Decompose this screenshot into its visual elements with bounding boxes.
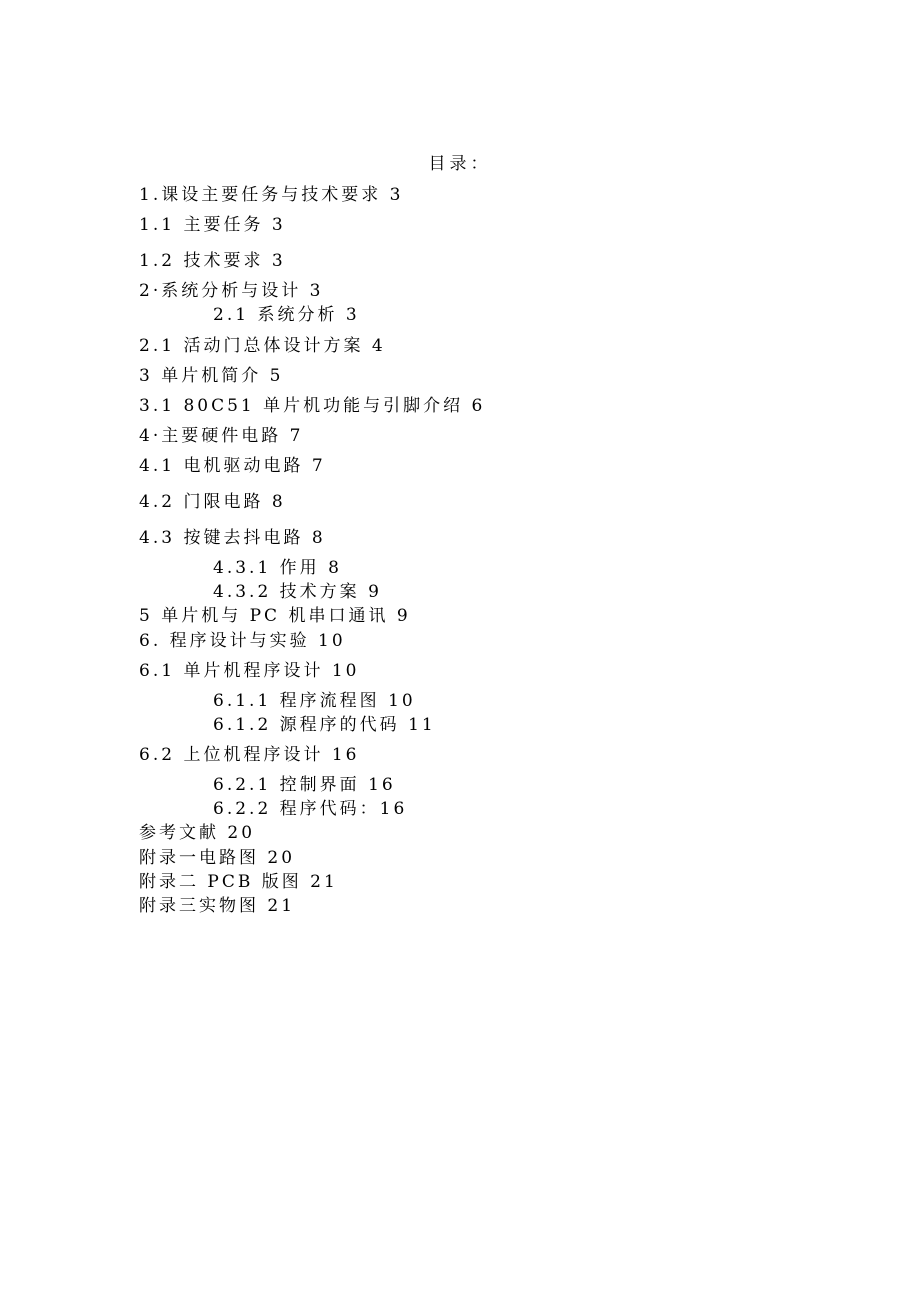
- toc-entry-4-2[interactable]: 4.2 门限电路 8: [139, 492, 286, 512]
- toc-entry-6-2[interactable]: 6.2 上位机程序设计 16: [139, 745, 360, 765]
- toc-entry-3[interactable]: 3 单片机简介 5: [139, 366, 284, 386]
- toc-entry-4[interactable]: 4·主要硬件电路 7: [139, 426, 304, 446]
- toc-entry-4-1[interactable]: 4.1 电机驱动电路 7: [139, 456, 326, 476]
- toc-entry-4-3[interactable]: 4.3 按键去抖电路 8: [139, 528, 326, 548]
- toc-entry-1-2[interactable]: 1.2 技术要求 3: [139, 251, 286, 271]
- toc-entry-references[interactable]: 参考文献 20: [139, 823, 256, 843]
- toc-entry-4-3-1[interactable]: 4.3.1 作用 8: [213, 558, 342, 578]
- toc-entry-2-1-analysis[interactable]: 2.1 系统分析 3: [213, 305, 360, 325]
- toc-title: 目录：: [428, 154, 492, 174]
- toc-entry-appendix-1[interactable]: 附录一电路图 20: [139, 848, 296, 868]
- toc-entry-1-1[interactable]: 1.1 主要任务 3: [139, 215, 286, 235]
- toc-entry-5[interactable]: 5 单片机与 PC 机串口通讯 9: [139, 606, 411, 626]
- toc-entry-6-2-1[interactable]: 6.2.1 控制界面 16: [213, 775, 396, 795]
- toc-entry-4-3-2[interactable]: 4.3.2 技术方案 9: [213, 582, 382, 602]
- toc-entry-6-1[interactable]: 6.1 单片机程序设计 10: [139, 661, 360, 681]
- toc-entry-appendix-3[interactable]: 附录三实物图 21: [139, 896, 296, 916]
- toc-entry-1[interactable]: 1.课设主要任务与技术要求 3: [139, 185, 404, 205]
- toc-entry-6[interactable]: 6. 程序设计与实验 10: [139, 631, 346, 651]
- toc-entry-3-1[interactable]: 3.1 80C51 单片机功能与引脚介绍 6: [139, 396, 486, 416]
- toc-entry-2[interactable]: 2·系统分析与设计 3: [139, 281, 324, 301]
- toc-entry-appendix-2[interactable]: 附录二 PCB 版图 21: [139, 872, 338, 892]
- toc-entry-6-1-2[interactable]: 6.1.2 源程序的代码 11: [213, 715, 436, 735]
- toc-entry-6-1-1[interactable]: 6.1.1 程序流程图 10: [213, 691, 416, 711]
- toc-entry-2-1-design[interactable]: 2.1 活动门总体设计方案 4: [139, 336, 386, 356]
- toc-entry-6-2-2[interactable]: 6.2.2 程序代码：16: [213, 799, 408, 819]
